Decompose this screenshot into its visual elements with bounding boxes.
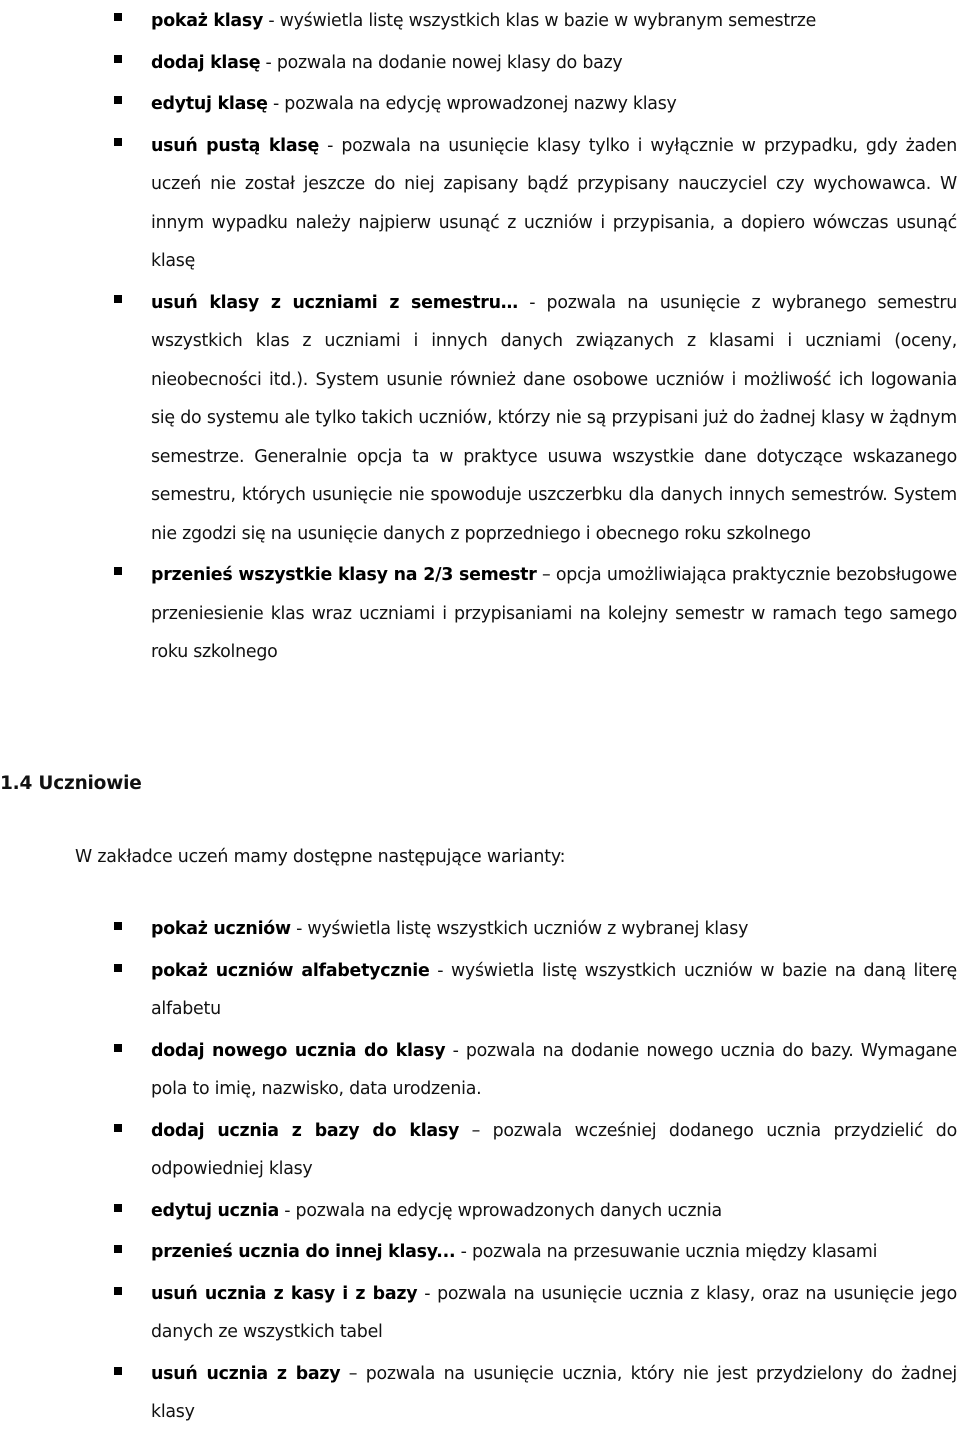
option-description: pozwala wcześniej dodanego ucznia przydzielić do odpowiedniej klasy [151,1120,957,1179]
option-description: pozwala na przesuwanie ucznia między klasami [471,1242,878,1262]
square-bullet-icon [114,1287,122,1295]
option-description: pozwala na edycję wprowadzonych danych ucznia [295,1200,722,1221]
square-bullet-icon [114,1367,122,1375]
list-item [0,1032,960,1109]
option-term: pokaż uczniów alfabetycznie [151,960,430,981]
option-description: pozwala na usunięcie ucznia, który nie jest przydzielony do żadnej klasy [151,1363,957,1422]
square-bullet-icon [114,1124,122,1132]
list-item [0,284,960,554]
square-bullet-icon [114,567,122,575]
list-item [0,1112,960,1189]
square-bullet-icon [114,96,122,104]
option-term: usuń klasy z uczniami z semestru… [151,292,518,313]
option-term: przenieś wszystkie klasy na 2/3 semestr [151,565,537,585]
list-item [0,1192,960,1231]
option-separator: - [267,94,285,114]
option-separator: - [260,52,277,73]
option-description: pozwala na usunięcie klasy tylko i wyłącznie w przypadku, gdy żaden uczeń nie został jeszcze do niej zapisany bądź przypisany nauczyciel czy wychowawca. W innym wypadku należy najpierw usunąć z uczniów i przypisania, a dopiero wówczas usunąć klasę [151,135,957,271]
students-options-list [0,910,960,1435]
option-separator: - [455,1242,472,1262]
list-item [0,952,960,1029]
list-item [0,2,960,41]
option-term: edytuj ucznia [151,1200,279,1221]
list-item [0,44,960,83]
square-bullet-icon [114,13,122,21]
list-item [0,1355,960,1432]
option-description: pozwala na usunięcie z wybranego semestru wszystkich klas z uczniami i innych danych związanych z klasami i uczniami (oceny, nieobecności itd.). System usunie również dane osobowe uczniów i możliwość ich logowania się do systemu ale tylko takich uczniów, którzy nie są przypisani już do żadnej klasy w żądnym semestrze. Generalnie opcja ta w praktyce usuwa wszystkie dane dotyczące wskazanego semestru, których usunięcie nie spowoduje uszczerbku dla danych innych semestrów. System nie zgodzi się na usunięcie danych z poprzedniego i obecnego roku szkolnego [151,292,957,544]
square-bullet-icon [114,55,122,63]
option-term: dodaj ucznia z bazy do klasy [151,1120,460,1141]
option-description: wyświetla listę wszystkich klas w bazie w wybranym semestrze [279,11,817,31]
square-bullet-icon [114,1204,122,1212]
square-bullet-icon [114,1245,122,1253]
option-term: usuń ucznia z bazy [151,1363,341,1384]
option-separator: - [263,11,280,31]
list-item [0,127,960,281]
option-description: wyświetla listę wszystkich uczniów w bazie na daną literę alfabetu [151,960,958,1019]
square-bullet-icon [114,138,122,146]
option-term: pokaż uczniów [151,919,291,939]
square-bullet-icon [114,295,122,303]
option-separator: - [290,919,308,939]
section-heading: 1.4 Uczniowie [0,773,142,794]
list-item [0,556,960,672]
option-description: opcja umożliwiająca praktycznie bezobsługowe przeniesienie klas wraz uczniami i przypisaniami na kolejny semestr w ramach tego samego roku szkolnego [151,565,957,662]
list-item [0,85,960,124]
option-term: usuń ucznia z kasy i z bazy [151,1283,418,1304]
list-item [0,1275,960,1352]
option-separator: – [536,565,556,585]
square-bullet-icon [114,922,122,930]
square-bullet-icon [114,964,122,972]
square-bullet-icon [114,1044,122,1052]
option-description: pozwala na dodanie nowego ucznia do bazy. Wymagane pola to imię, nazwisko, data urodzenia. [151,1040,957,1099]
option-separator: – [340,1363,366,1384]
option-separator: - [429,960,451,981]
option-term: dodaj nowego ucznia do klasy [151,1040,446,1061]
option-separator: - [445,1040,466,1061]
option-description: pozwala na dodanie nowej klasy do bazy [276,52,623,73]
option-term: usuń pustą klasę [151,135,319,156]
option-term: dodaj klasę [151,52,261,73]
option-separator: - [417,1283,438,1304]
option-separator: – [459,1120,493,1141]
option-description: pozwala na edycję wprowadzonej nazwy klasy [284,94,677,114]
list-item [0,1233,960,1272]
option-description: pozwala na usunięcie ucznia z klasy, oraz na usunięcie jego danych ze wszystkich tabel [151,1283,957,1342]
classes-options-list [0,2,960,675]
option-separator: - [319,135,342,156]
option-term: pokaż klasy [151,11,264,31]
section-intro: W zakładce uczeń mamy dostępne następujące warianty: [75,847,566,867]
option-term: przenieś ucznia do innej klasy... [151,1242,456,1262]
option-separator: - [517,292,547,313]
option-description: wyświetla listę wszystkich uczniów z wybranej klasy [307,919,749,939]
option-separator: - [278,1200,296,1221]
option-term: edytuj klasę [151,94,268,114]
list-item [0,910,960,949]
